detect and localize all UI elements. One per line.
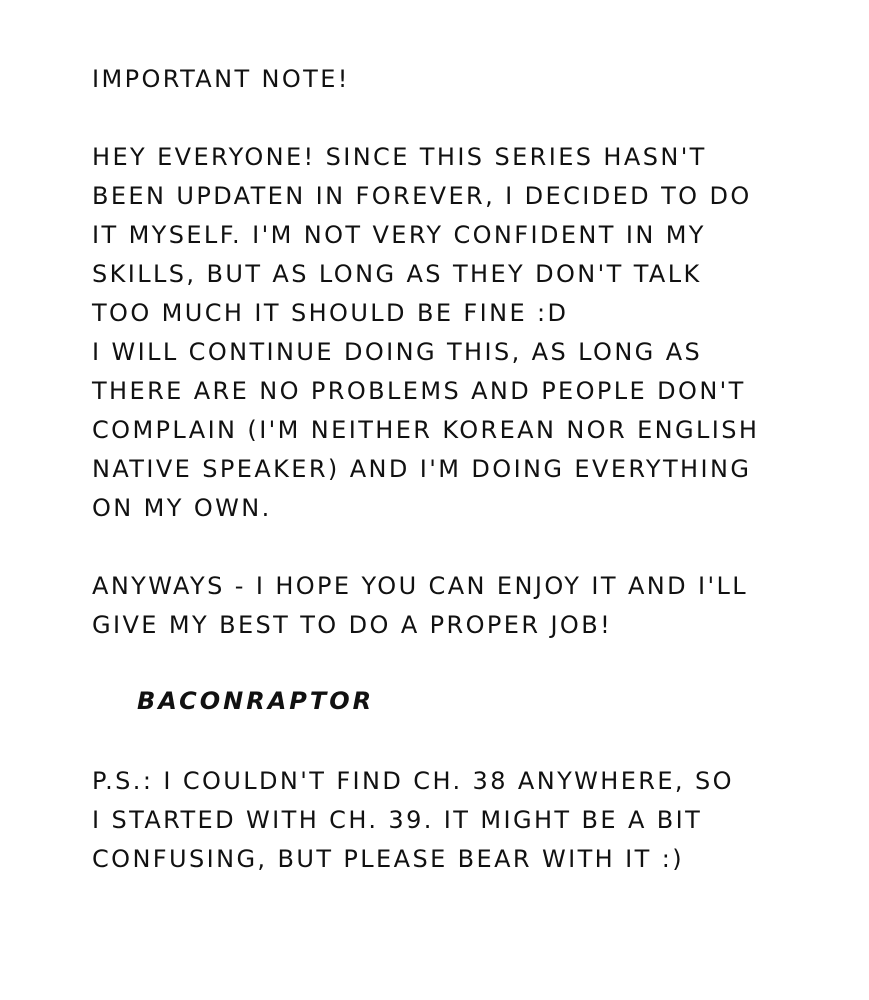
note-line: SKILLS, BUT AS LONG AS THEY DON'T TALK bbox=[92, 260, 702, 288]
postscript-line: CONFUSING, BUT PLEASE BEAR WITH IT :) bbox=[92, 845, 684, 873]
note-line: TOO MUCH IT SHOULD BE FINE :D bbox=[92, 299, 569, 327]
note-line: I WILL CONTINUE DOING THIS, AS LONG AS bbox=[92, 338, 703, 366]
note-line: IT MYSELF. I'M NOT VERY CONFIDENT IN MY bbox=[92, 221, 706, 249]
postscript-line: P.S.: I COULDN'T FIND CH. 38 ANYWHERE, SO bbox=[92, 767, 734, 795]
note-line: COMPLAIN (I'M NEITHER KOREAN NOR ENGLISH bbox=[92, 416, 760, 444]
note-line: ON MY OWN. bbox=[92, 494, 272, 522]
postscript-line: I STARTED WITH CH. 39. IT MIGHT BE A BIT bbox=[92, 806, 703, 834]
note-line: BEEN UPDATEN IN FOREVER, I DECIDED TO DO bbox=[92, 182, 752, 210]
signature: BACONRAPTOR bbox=[137, 687, 375, 715]
note-title: IMPORTANT NOTE! bbox=[92, 65, 350, 93]
note-line: ANYWAYS - I HOPE YOU CAN ENJOY IT AND I'LL bbox=[92, 572, 749, 600]
note-line: THERE ARE NO PROBLEMS AND PEOPLE DON'T bbox=[92, 377, 746, 405]
note-line: GIVE MY BEST TO DO A PROPER JOB! bbox=[92, 611, 613, 639]
note-line: NATIVE SPEAKER) AND I'M DOING EVERYTHING bbox=[92, 455, 752, 483]
note-line: HEY EVERYONE! SINCE THIS SERIES HASN'T bbox=[92, 143, 707, 171]
